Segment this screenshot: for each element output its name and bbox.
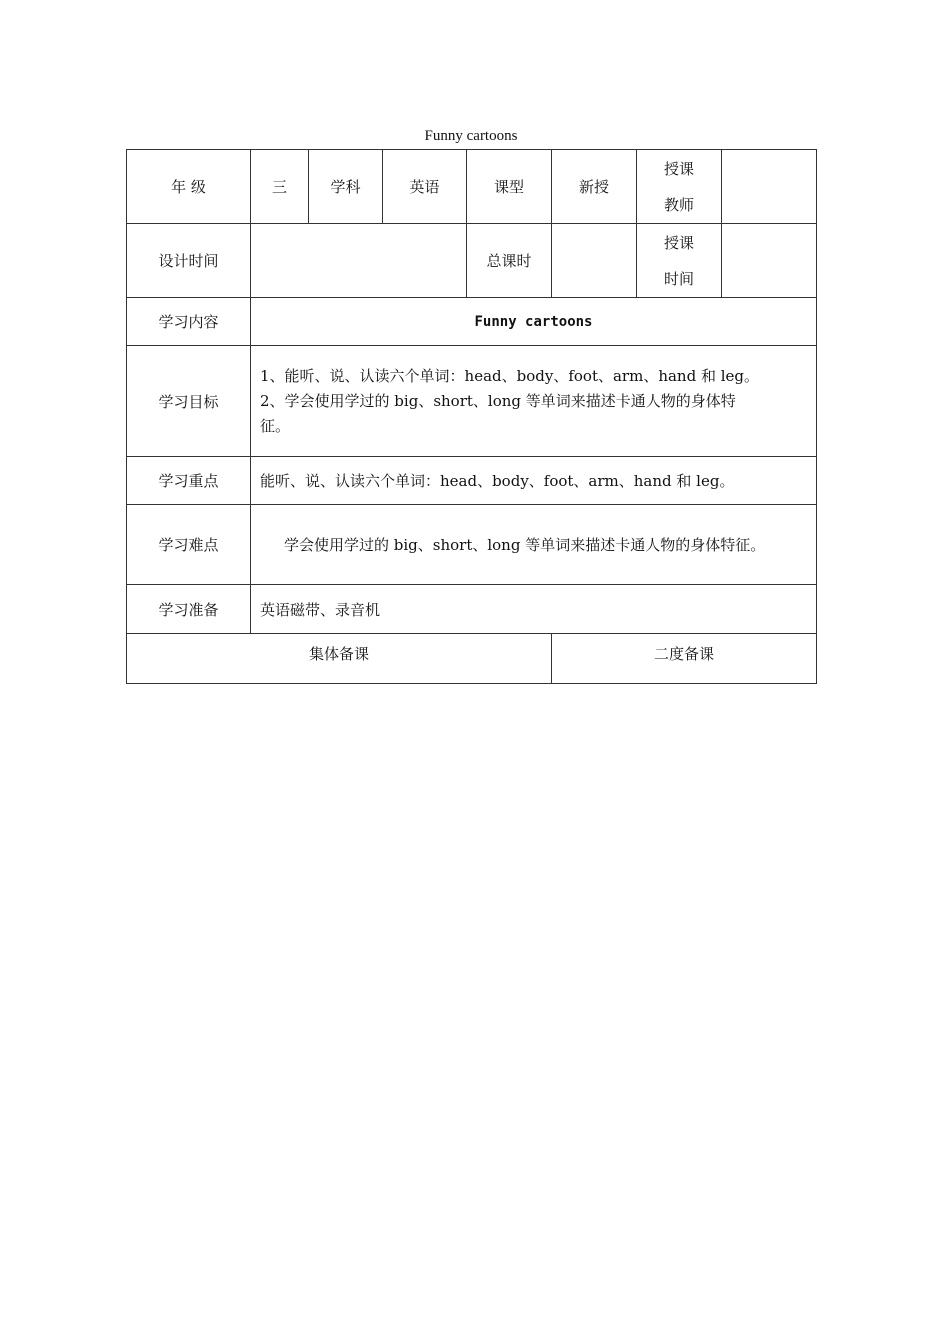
- key-points-value: 能听、说、认读六个单词：head、body、foot、arm、hand 和 leg。: [251, 457, 817, 505]
- row-key-points: [127, 457, 817, 505]
- objectives-cell: [251, 346, 817, 457]
- document-title: Funny cartoons: [424, 128, 518, 144]
- row-content: [127, 298, 817, 346]
- teacher-label-line2: 教师: [663, 195, 694, 214]
- design-time-label: 设计时间: [127, 224, 251, 298]
- lesson-plan-table: [126, 149, 817, 684]
- lesson-type-value: 新授: [552, 150, 637, 224]
- objectives-label: 学习目标: [127, 346, 251, 457]
- teacher-label-line1: 授课: [663, 159, 694, 178]
- class-time-value: [722, 224, 817, 298]
- objective-line-2: 2、学会使用学过的 big、short、long 等单词来描述卡通人物的身体特: [260, 391, 736, 410]
- difficulties-value: 学会使用学过的 big、short、long 等单词来描述卡通人物的身体特征。: [251, 505, 817, 585]
- total-hours-label: 总课时: [467, 224, 552, 298]
- grade-value: 三: [251, 150, 309, 224]
- content-label: 学习内容: [127, 298, 251, 346]
- difficulties-label: 学习难点: [127, 505, 251, 585]
- row-grade: [127, 150, 817, 224]
- design-time-value: [251, 224, 467, 298]
- collective-prep-label: 集体备课: [127, 634, 552, 684]
- preparation-value: 英语磁带、录音机: [251, 585, 817, 634]
- subject-value: 英语: [383, 150, 467, 224]
- grade-label: 年 级: [127, 150, 251, 224]
- preparation-label: 学习准备: [127, 585, 251, 634]
- total-hours-value: [552, 224, 637, 298]
- row-objectives: [127, 346, 817, 457]
- second-prep-label: 二度备课: [552, 634, 817, 684]
- row-lesson-prep: [127, 634, 817, 684]
- row-difficulties: [127, 505, 817, 585]
- class-time-label-line1: 授课: [663, 233, 694, 252]
- teacher-value: [722, 150, 817, 224]
- content-value: Funny cartoons: [251, 298, 817, 346]
- class-time-label-line2: 时间: [663, 269, 694, 288]
- objective-line-1: 1、能听、说、认读六个单词：head、body、foot、arm、hand 和 leg。: [260, 366, 759, 385]
- class-time-label: [637, 224, 722, 298]
- row-design-time: [127, 224, 817, 298]
- teacher-label: [637, 150, 722, 224]
- key-points-label: 学习重点: [127, 457, 251, 505]
- row-preparation: [127, 585, 817, 634]
- objective-line-3: 征。: [260, 416, 291, 435]
- subject-label: 学科: [309, 150, 383, 224]
- lesson-type-label: 课型: [467, 150, 552, 224]
